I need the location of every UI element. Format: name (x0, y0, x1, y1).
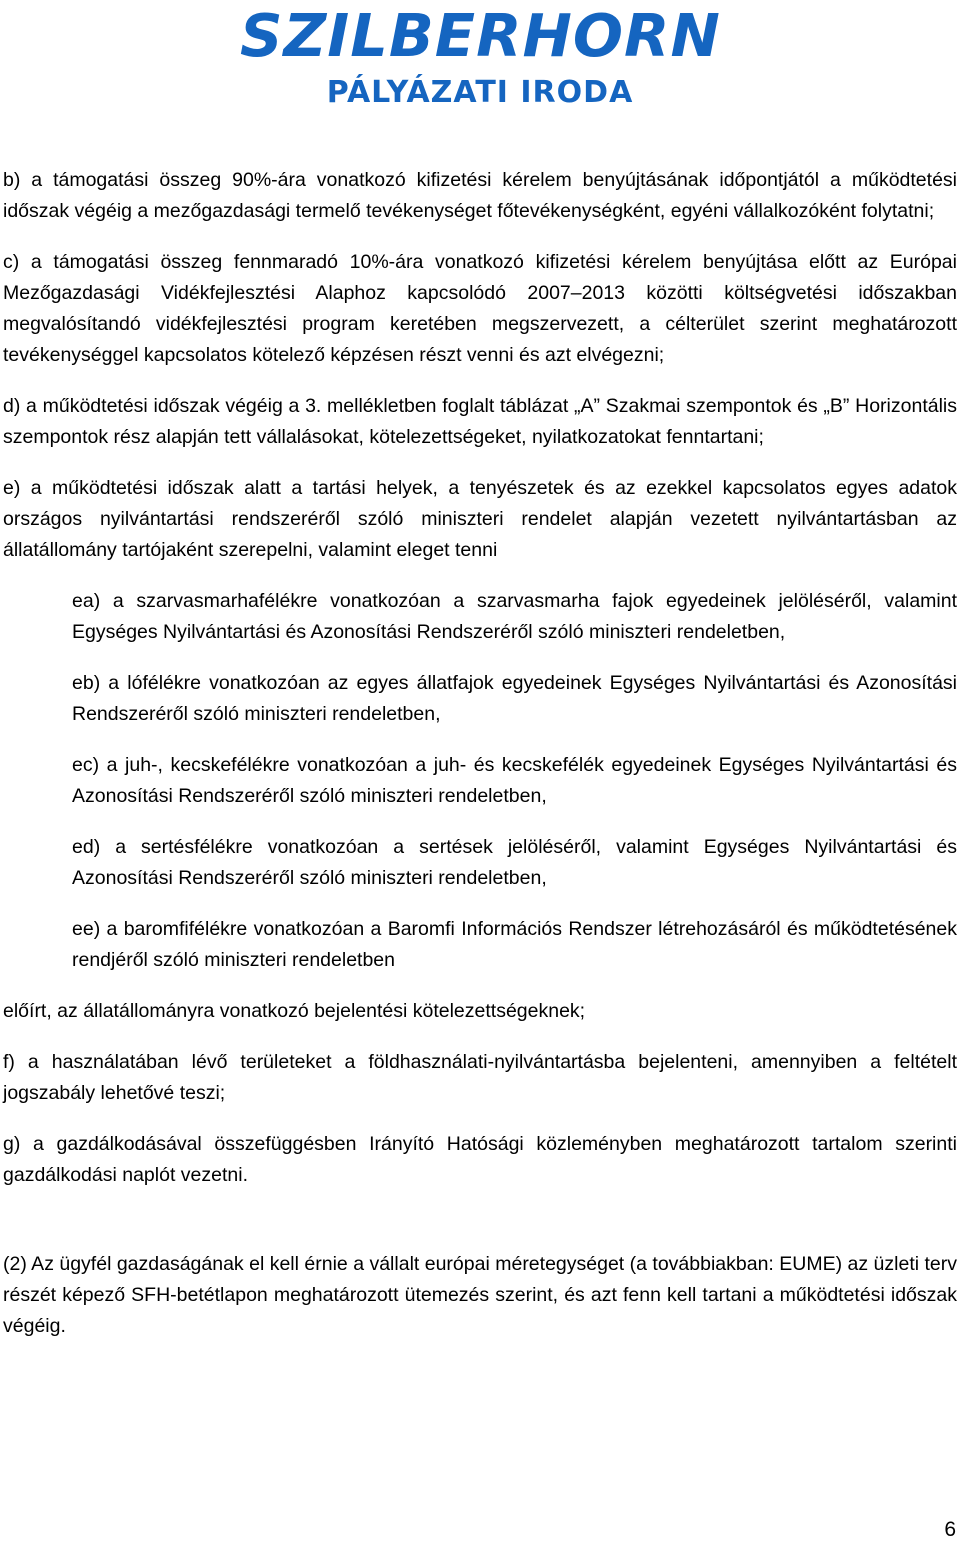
paragraph-f: f) a használatában lévő területeket a földhasználati-nyilvántartásba bejelenteni, amennyiben a feltételt jogszabály lehetővé teszi; (3, 1051, 957, 1104)
paragraph-ea: ea) a szarvasmarhafélékre vonatkozóan a szarvasmarha fajok egyedeinek jelöléséről, valamint Egységes Nyilvántartási és Azonosítási Rendszeréről szóló miniszteri rendeletben, (72, 590, 957, 643)
paragraph-eloirt: előírt, az állatállományra vonatkozó bejelentési kötelezettségeknek; (3, 1000, 586, 1022)
paragraph-g: g) a gazdálkodásával összefüggésben Irányító Hatósági közleményben meghatározott tartalom szerinti gazdálkodási naplót vezetni. (3, 1133, 957, 1186)
paragraph-d: d) a működtetési időszak végéig a 3. mellékletben foglalt táblázat „A” Szakmai szempontok és „B” Horizontális szempontok rész alapján tett vállalásokat, kötelezettségeket, nyilatkozatokat fenntartani; (3, 395, 957, 448)
paragraph-ed: ed) a sertésfélékre vonatkozóan a sertések jelöléséről, valamint Egységes Nyilvántartási és Azonosítási Rendszeréről szóló miniszteri rendeletben, (72, 836, 957, 889)
szilberhorn-logo (240, 2, 720, 114)
paragraph-eb: eb) a lófélékre vonatkozóan az egyes állatfajok egyedeinek Egységes Nyilvántartási és Azonosítási Rendszeréről szóló miniszteri rendeletben, (72, 672, 957, 725)
paragraph-c: c) a támogatási összeg fennmaradó 10%-ára vonatkozó kifizetési kérelem benyújtása előtt az Európai Mezőgazdasági Vidékfejlesztési Alaphoz kapcsolódó 2007–2013 közötti költségvetési időszakban megvalósítandó vidékfejlesztési program keretében megszervezett, a célterület szerint meghatározott tevékenységgel kapcsolatos kötelező képzésen részt venni és azt elvégezni; (3, 251, 957, 366)
paragraph-ec: ec) a juh-, kecskefélékre vonatkozóan a juh- és kecskefélék egyedeinek Egységes Nyilvántartási és Azonosítási Rendszeréről szóló miniszteri rendeletben, (72, 754, 957, 807)
logo-sub-text: PÁLYÁZATI IRODA (326, 75, 634, 110)
document-body (3, 165, 957, 1362)
paragraph-ee: ee) a baromfifélékre vonatkozóan a Baromfi Információs Rendszer létrehozásáról és működtetésének rendjéről szóló miniszteri rendeletben (72, 918, 957, 971)
paragraph-section-2: (2) Az ügyfél gazdaságának el kell érnie a vállalt európai méretegységet (a továbbiakban: EUME) az üzleti terv részét képező SFH-betétlapon meghatározott ütemezés szerint, és azt fenn kell tartani a működtetési időszak végéig. (3, 1253, 957, 1337)
paragraph-b: b) a támogatási összeg 90%-ára vonatkozó kifizetési kérelem benyújtásának időpontjától a működtetési időszak végéig a mezőgazdasági termelő tevékenységet főtevékenységként, egyéni vállalkozóként folytatni; (3, 169, 957, 222)
logo-main-text: SZILBERHORN (240, 1, 721, 70)
paragraph-e: e) a működtetési időszak alatt a tartási helyek, a tenyészetek és az ezekkel kapcsolatos egyes adatok országos nyilvántartási rendszeréről szóló miniszteri rendelet alapján vezetett nyilvántartásban az állatállomány tartójaként szerepelni, valamint eleget tenni (3, 477, 957, 561)
page-number: 6 (944, 1518, 956, 1541)
